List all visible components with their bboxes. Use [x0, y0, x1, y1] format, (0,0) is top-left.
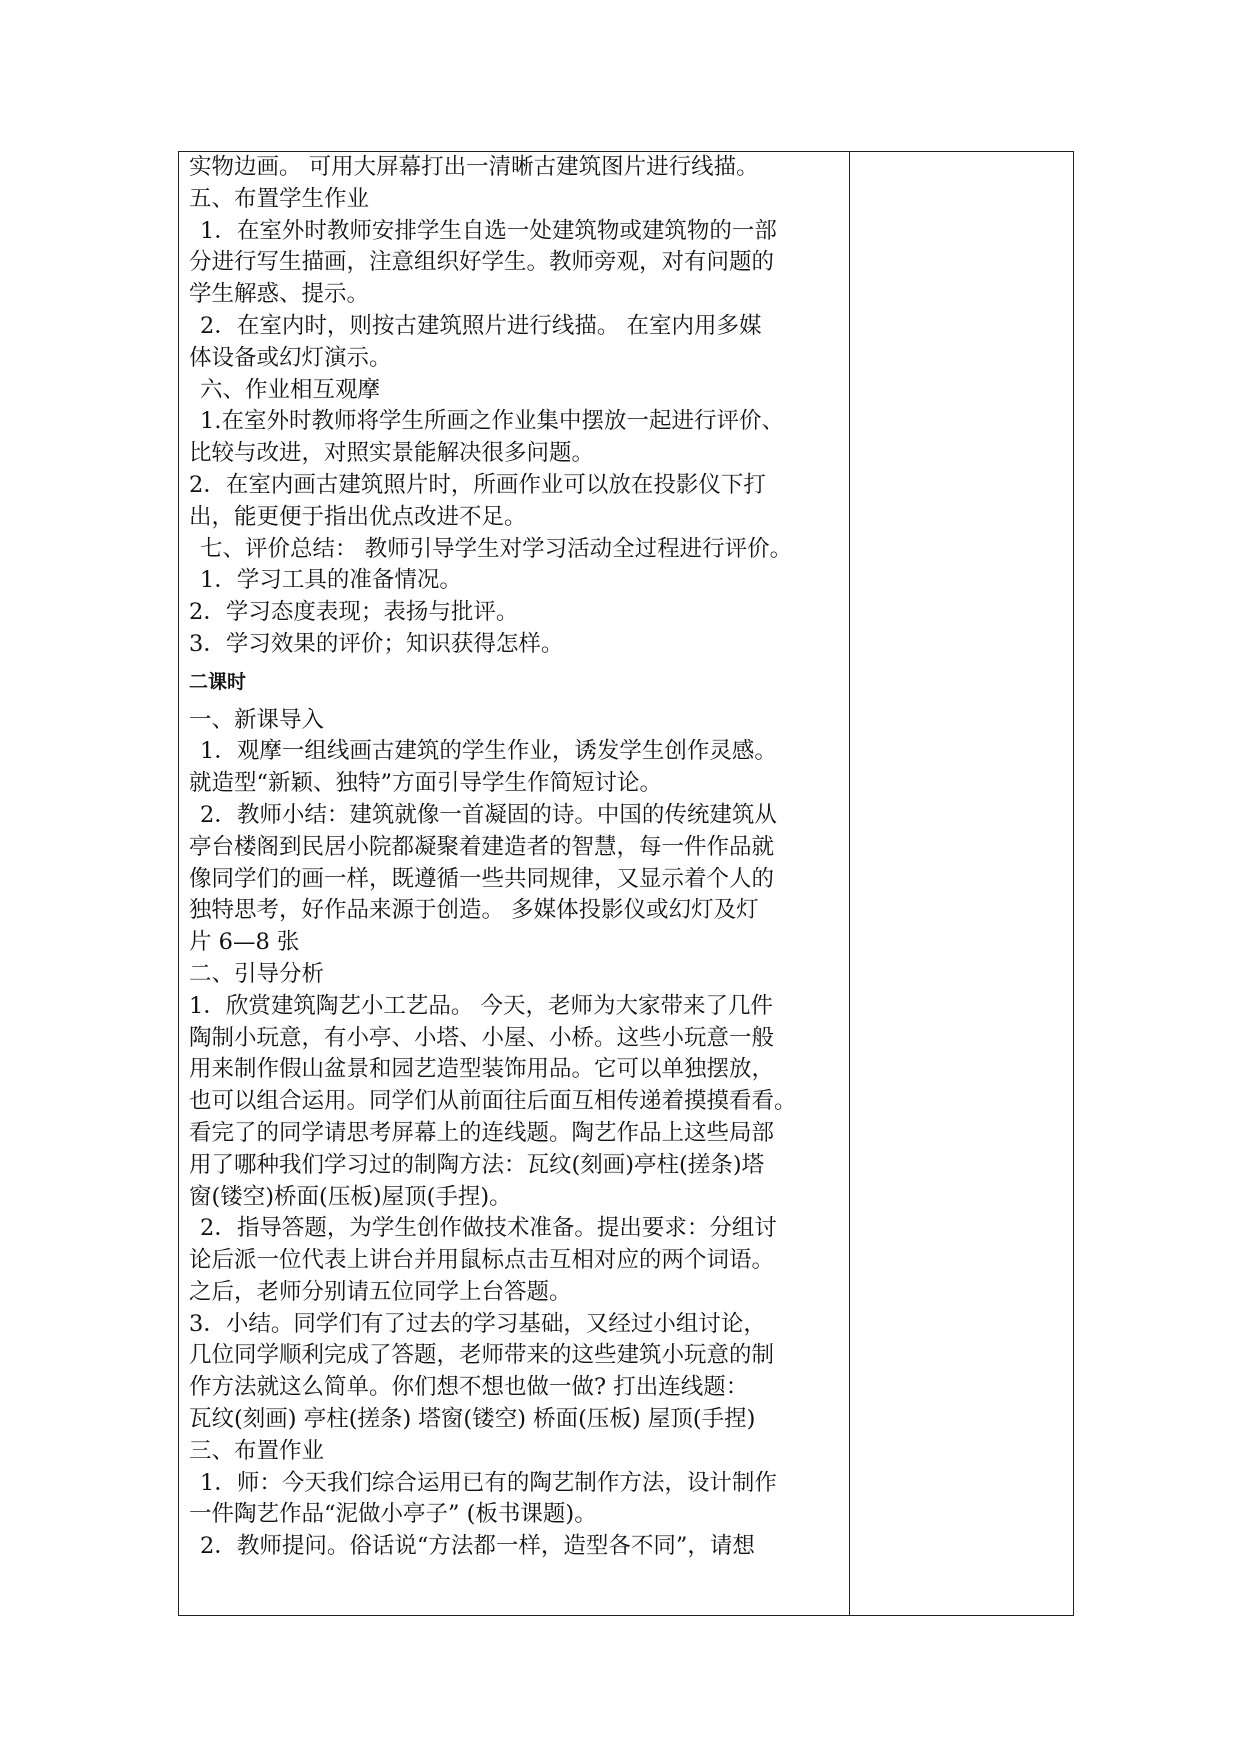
text-line: 1．欣赏建筑陶艺小工艺品。 今天，老师为大家带来了几件 [189, 992, 773, 1019]
text-line: 实物边画。 可用大屏幕打出一清晰古建筑图片进行线描。 [189, 154, 759, 180]
text-line: 2．在室内画古建筑照片时，所画作业可以放在投影仪下打 [189, 471, 766, 498]
text-line: 2．教师提问。俗话说“方法都一样，造型各不同”，请想 [200, 1533, 755, 1560]
text-line: 片 6—8 张 [189, 929, 300, 956]
text-line: 二、引导分析 [189, 960, 325, 987]
text-line: 分进行写生描画，注意组织好学生。教师旁观，对有问题的 [189, 249, 775, 276]
text-line: 论后派一位代表上讲台并用鼠标点击互相对应的两个词语。 [189, 1247, 775, 1274]
text-line: 学生解惑、提示。 [189, 281, 370, 308]
text-line: 1．师：今天我们综合运用已有的陶艺制作方法，设计制作 [200, 1469, 777, 1496]
text-line: 用了哪种我们学习过的制陶方法：瓦纹(刻画)亭柱(搓条)塔 [189, 1151, 765, 1178]
text-line: 之后，老师分别请五位同学上台答题。 [189, 1278, 572, 1305]
text-line: 三、布置作业 [189, 1437, 325, 1464]
notes-cell [850, 152, 1073, 1615]
text-line: 作方法就这么简单。你们想不想也做一做? 打出连线题： [189, 1374, 749, 1401]
text-line: 像同学们的画一样，既遵循一些共同规律，又显示着个人的 [189, 865, 775, 892]
text-line: 就造型“新颖、独特”方面引导学生作简短讨论。 [189, 770, 663, 797]
text-line: 七、评价总结： 教师引导学生对学习活动全过程进行评价。 [200, 535, 793, 562]
text-line: 几位同学顺利完成了答题，老师带来的这些建筑小玩意的制 [189, 1342, 775, 1369]
text-line: 1．在室外时教师安排学生自选一处建筑物或建筑物的一部 [200, 217, 777, 244]
text-line: 一、新课导入 [189, 706, 325, 733]
text-line: 3．小结。同学们有了过去的学习基础，又经过小组讨论， [189, 1310, 766, 1337]
text-line: 1.在室外时教师将学生所画之作业集中摆放一起进行评价、 [200, 408, 784, 435]
content-cell [179, 152, 850, 1615]
section-title: 二课时 [189, 670, 247, 693]
text-line: 体设备或幻灯演示。 [189, 344, 392, 371]
text-line: 2．在室内时，则按古建筑照片进行线描。 在室内用多媒 [200, 312, 762, 339]
text-line: 1．观摩一组线画古建筑的学生作业，诱发学生创作灵感。 [200, 738, 777, 765]
text-line: 瓦纹(刻画) 亭柱(搓条) 塔窗(镂空) 桥面(压板) 屋顶(手捏) [189, 1406, 756, 1433]
text-line: 一件陶艺作品“泥做小亭子” (板书课题)。 [189, 1501, 597, 1528]
lesson-plan-table [178, 151, 1074, 1616]
text-line: 窗(镂空)桥面(压板)屋顶(手捏)。 [189, 1183, 512, 1210]
text-line: 独特思考，好作品来源于创造。 多媒体投影仪或幻灯及灯 [189, 897, 759, 924]
text-line: 3．学习效果的评价；知识获得怎样。 [189, 630, 564, 657]
text-line: 出，能更便于指出优点改进不足。 [189, 503, 527, 530]
text-line: 看完了的同学请思考屏幕上的连线题。陶艺作品上这些局部 [189, 1119, 775, 1146]
text-line: 五、布置学生作业 [189, 185, 370, 212]
text-line: 用来制作假山盆景和园艺造型装饰用品。它可以单独摆放， [189, 1056, 775, 1083]
text-line: 比较与改进，对照实景能解决很多问题。 [189, 440, 595, 467]
text-line: 也可以组合运用。同学们从前面往后面互相传递着摸摸看看。 [189, 1088, 797, 1115]
text-line: 2．指导答题，为学生创作做技术准备。提出要求：分组讨 [200, 1215, 777, 1242]
text-line: 2．学习态度表现；表扬与批评。 [189, 599, 519, 626]
text-line: 六、作业相互观摩 [200, 376, 381, 403]
text-line: 亭台楼阁到民居小院都凝聚着建造者的智慧，每一件作品就 [189, 833, 775, 860]
text-line: 2．教师小结：建筑就像一首凝固的诗。中国的传统建筑从 [200, 801, 777, 828]
text-line: 1．学习工具的准备情况。 [200, 567, 462, 594]
text-line: 陶制小玩意，有小亭、小塔、小屋、小桥。这些小玩意一般 [189, 1024, 775, 1051]
